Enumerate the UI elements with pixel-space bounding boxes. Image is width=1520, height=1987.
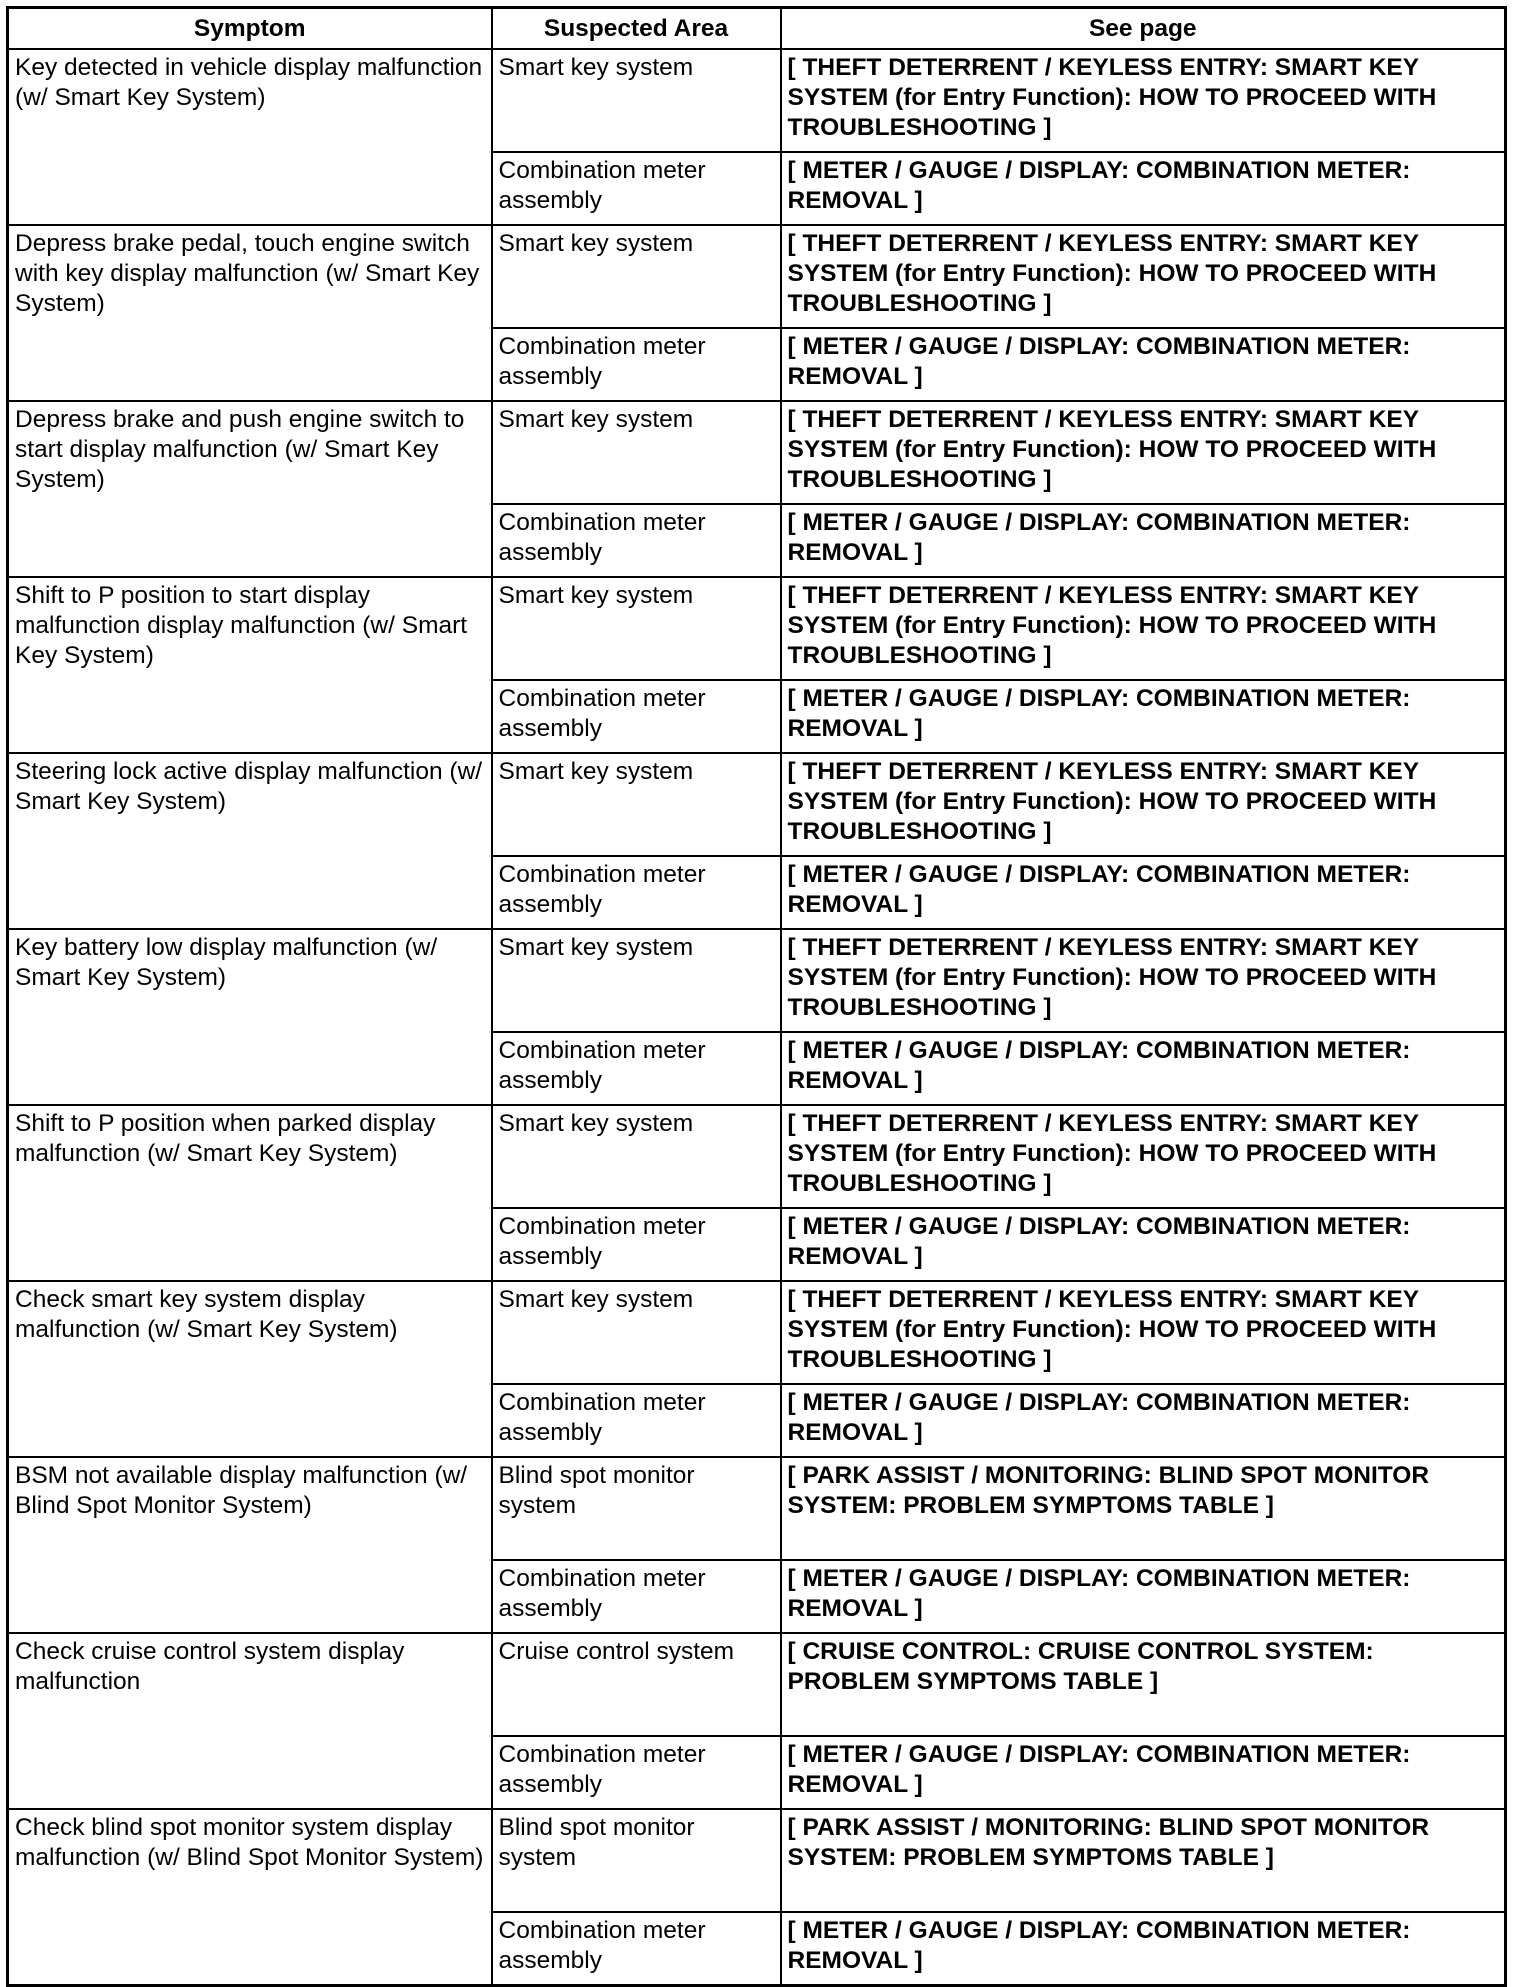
see-page-link[interactable]: [ METER / GAUGE / DISPLAY: COMBINATION METER: REMOVAL ] bbox=[781, 1736, 1506, 1809]
symptom-cell: Steering lock active display malfunction (w/ Smart Key System) bbox=[8, 753, 492, 929]
header-row bbox=[8, 8, 1506, 50]
symptom-cell: Shift to P position when parked display malfunction (w/ Smart Key System) bbox=[8, 1105, 492, 1281]
see-page-link[interactable]: [ THEFT DETERRENT / KEYLESS ENTRY: SMART KEY SYSTEM (for Entry Function): HOW TO PROCEED WITH TROUBLESHOOTING ] bbox=[781, 225, 1506, 328]
see-page-link[interactable]: [ METER / GAUGE / DISPLAY: COMBINATION METER: REMOVAL ] bbox=[781, 680, 1506, 753]
table-body bbox=[8, 49, 1506, 1986]
table-row bbox=[8, 929, 1506, 1032]
table-row bbox=[8, 753, 1506, 856]
see-page-link[interactable]: [ CRUISE CONTROL: CRUISE CONTROL SYSTEM: PROBLEM SYMPTOMS TABLE ] bbox=[781, 1633, 1506, 1736]
see-page-link[interactable]: [ METER / GAUGE / DISPLAY: COMBINATION METER: REMOVAL ] bbox=[781, 152, 1506, 225]
see-page-link[interactable]: [ PARK ASSIST / MONITORING: BLIND SPOT MONITOR SYSTEM: PROBLEM SYMPTOMS TABLE ] bbox=[781, 1809, 1506, 1912]
symptom-cell: Check blind spot monitor system display malfunction (w/ Blind Spot Monitor System) bbox=[8, 1809, 492, 1986]
table-row bbox=[8, 1457, 1506, 1560]
suspected-area-cell: Smart key system bbox=[492, 401, 781, 504]
see-page-link[interactable]: [ THEFT DETERRENT / KEYLESS ENTRY: SMART KEY SYSTEM (for Entry Function): HOW TO PROCEED WITH TROUBLESHOOTING ] bbox=[781, 401, 1506, 504]
symptom-header: Symptom bbox=[8, 8, 492, 50]
see-page-link[interactable]: [ THEFT DETERRENT / KEYLESS ENTRY: SMART KEY SYSTEM (for Entry Function): HOW TO PROCEED WITH TROUBLESHOOTING ] bbox=[781, 49, 1506, 152]
table-row bbox=[8, 1105, 1506, 1208]
suspected-area-cell: Combination meter assembly bbox=[492, 152, 781, 225]
suspected-area-cell: Combination meter assembly bbox=[492, 1384, 781, 1457]
suspected-area-cell: Smart key system bbox=[492, 577, 781, 680]
see-page-link[interactable]: [ THEFT DETERRENT / KEYLESS ENTRY: SMART KEY SYSTEM (for Entry Function): HOW TO PROCEED WITH TROUBLESHOOTING ] bbox=[781, 1281, 1506, 1384]
symptom-cell: Key detected in vehicle display malfunction (w/ Smart Key System) bbox=[8, 49, 492, 225]
suspected-area-cell: Smart key system bbox=[492, 1105, 781, 1208]
table-row bbox=[8, 1281, 1506, 1384]
suspected-area-cell: Smart key system bbox=[492, 225, 781, 328]
see-page-link[interactable]: [ METER / GAUGE / DISPLAY: COMBINATION METER: REMOVAL ] bbox=[781, 1912, 1506, 1986]
see-page-link[interactable]: [ METER / GAUGE / DISPLAY: COMBINATION METER: REMOVAL ] bbox=[781, 1032, 1506, 1105]
suspected-area-cell: Smart key system bbox=[492, 1281, 781, 1384]
suspected-area-cell: Combination meter assembly bbox=[492, 1208, 781, 1281]
problem-symptoms-table bbox=[6, 6, 1507, 1987]
see-page-link[interactable]: [ THEFT DETERRENT / KEYLESS ENTRY: SMART KEY SYSTEM (for Entry Function): HOW TO PROCEED WITH TROUBLESHOOTING ] bbox=[781, 753, 1506, 856]
suspected-area-cell: Combination meter assembly bbox=[492, 504, 781, 577]
table-row bbox=[8, 1633, 1506, 1736]
table-row bbox=[8, 1809, 1506, 1912]
table-row bbox=[8, 49, 1506, 152]
see-page-link[interactable]: [ METER / GAUGE / DISPLAY: COMBINATION METER: REMOVAL ] bbox=[781, 504, 1506, 577]
suspected-area-cell: Combination meter assembly bbox=[492, 856, 781, 929]
see-page-link[interactable]: [ METER / GAUGE / DISPLAY: COMBINATION METER: REMOVAL ] bbox=[781, 856, 1506, 929]
table-row bbox=[8, 401, 1506, 504]
suspected-area-header: Suspected Area bbox=[492, 8, 781, 50]
symptom-cell: Depress brake and push engine switch to start display malfunction (w/ Smart Key System) bbox=[8, 401, 492, 577]
suspected-area-cell: Smart key system bbox=[492, 753, 781, 856]
symptom-cell: Depress brake pedal, touch engine switch with key display malfunction (w/ Smart Key System) bbox=[8, 225, 492, 401]
suspected-area-cell: Combination meter assembly bbox=[492, 1560, 781, 1633]
symptom-cell: Check smart key system display malfunction (w/ Smart Key System) bbox=[8, 1281, 492, 1457]
see-page-link[interactable]: [ PARK ASSIST / MONITORING: BLIND SPOT MONITOR SYSTEM: PROBLEM SYMPTOMS TABLE ] bbox=[781, 1457, 1506, 1560]
see-page-link[interactable]: [ METER / GAUGE / DISPLAY: COMBINATION METER: REMOVAL ] bbox=[781, 1560, 1506, 1633]
see-page-link[interactable]: [ THEFT DETERRENT / KEYLESS ENTRY: SMART KEY SYSTEM (for Entry Function): HOW TO PROCEED WITH TROUBLESHOOTING ] bbox=[781, 1105, 1506, 1208]
suspected-area-cell: Smart key system bbox=[492, 929, 781, 1032]
suspected-area-cell: Combination meter assembly bbox=[492, 680, 781, 753]
see-page-link[interactable]: [ THEFT DETERRENT / KEYLESS ENTRY: SMART KEY SYSTEM (for Entry Function): HOW TO PROCEED WITH TROUBLESHOOTING ] bbox=[781, 929, 1506, 1032]
see-page-link[interactable]: [ METER / GAUGE / DISPLAY: COMBINATION METER: REMOVAL ] bbox=[781, 1208, 1506, 1281]
table-row bbox=[8, 577, 1506, 680]
symptom-cell: BSM not available display malfunction (w/ Blind Spot Monitor System) bbox=[8, 1457, 492, 1633]
suspected-area-cell: Blind spot monitor system bbox=[492, 1457, 781, 1560]
see-page-link[interactable]: [ THEFT DETERRENT / KEYLESS ENTRY: SMART KEY SYSTEM (for Entry Function): HOW TO PROCEED WITH TROUBLESHOOTING ] bbox=[781, 577, 1506, 680]
symptom-cell: Key battery low display malfunction (w/ Smart Key System) bbox=[8, 929, 492, 1105]
symptom-cell: Check cruise control system display malfunction bbox=[8, 1633, 492, 1809]
suspected-area-cell: Combination meter assembly bbox=[492, 328, 781, 401]
see-page-link[interactable]: [ METER / GAUGE / DISPLAY: COMBINATION METER: REMOVAL ] bbox=[781, 1384, 1506, 1457]
suspected-area-cell: Smart key system bbox=[492, 49, 781, 152]
suspected-area-cell: Combination meter assembly bbox=[492, 1736, 781, 1809]
suspected-area-cell: Combination meter assembly bbox=[492, 1032, 781, 1105]
table-row bbox=[8, 225, 1506, 328]
suspected-area-cell: Combination meter assembly bbox=[492, 1912, 781, 1986]
symptom-cell: Shift to P position to start display malfunction display malfunction (w/ Smart Key System) bbox=[8, 577, 492, 753]
see-page-header: See page bbox=[781, 8, 1506, 50]
suspected-area-cell: Cruise control system bbox=[492, 1633, 781, 1736]
see-page-link[interactable]: [ METER / GAUGE / DISPLAY: COMBINATION METER: REMOVAL ] bbox=[781, 328, 1506, 401]
suspected-area-cell: Blind spot monitor system bbox=[492, 1809, 781, 1912]
